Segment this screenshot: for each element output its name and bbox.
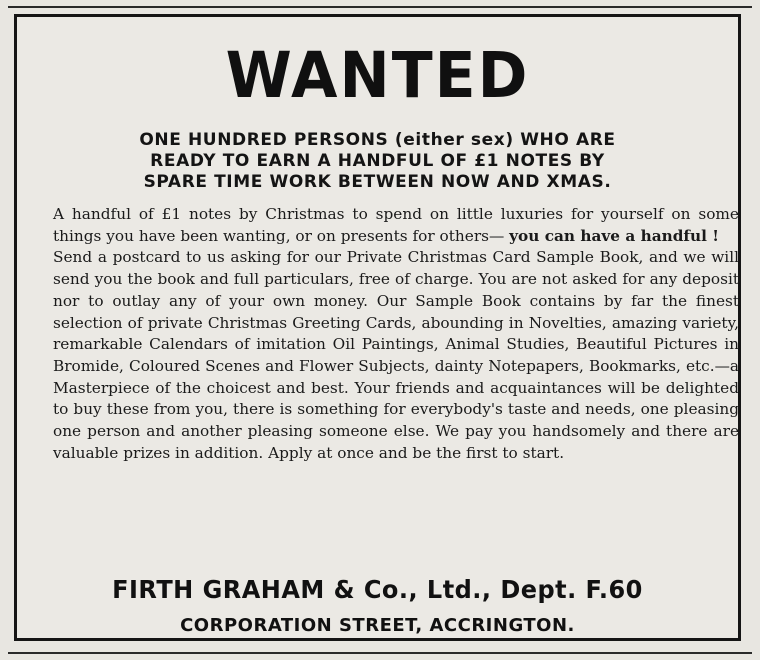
advert-body <box>53 204 739 464</box>
bottom-rule <box>8 652 752 654</box>
firm-address: CORPORATION STREET, ACCRINGTON. <box>180 615 575 636</box>
subhead-line: SPARE TIME WORK BETWEEN NOW AND XMAS. <box>143 172 612 192</box>
firm-name: FIRTH GRAHAM & Co., Ltd., Dept. F.60 <box>112 575 643 604</box>
top-rule <box>8 6 752 8</box>
advert-headline: WANTED <box>225 39 530 113</box>
intro-text: A handful of £1 notes by Christmas to spend on little luxuries for yourself on some things you have been wanting, or on presents for others— <box>53 205 739 245</box>
intro-bold-text: you can have a handful ! <box>509 226 719 245</box>
advert-subhead <box>77 130 678 193</box>
body-paragraph: Send a postcard to us asking for our Private Christmas Card Sample Book, and we will send you the book and full particulars, free of charge. You are not asked for any deposit nor to outlay any of your own money. Our Sample Book contains by far the finest selection of private Christmas Greeting Cards, abounding in Novelties, amazing variety, remarkable Calendars of imitation Oil Paintings, Animal Studies, Beautiful Pictures in Bromide, Coloured Scenes and Flower Subjects, dainty Notepapers, Bookmarks, etc.—a Masterpiece of the choicest and best. Your friends and acquaintances will be delighted to buy these from you, there is something for everybody's taste and needs, one pleasing one person and another pleasing someone else. We pay you handsomely and there are valuable prizes in addition. Apply at once and be the first to start. <box>53 248 739 462</box>
intro-paragraph <box>53 204 739 247</box>
advert-box <box>14 14 741 641</box>
subhead-line: READY TO EARN A HANDFUL OF £1 NOTES BY <box>150 151 605 171</box>
subhead-line: ONE HUNDRED PERSONS (either sex) WHO ARE <box>139 130 616 150</box>
